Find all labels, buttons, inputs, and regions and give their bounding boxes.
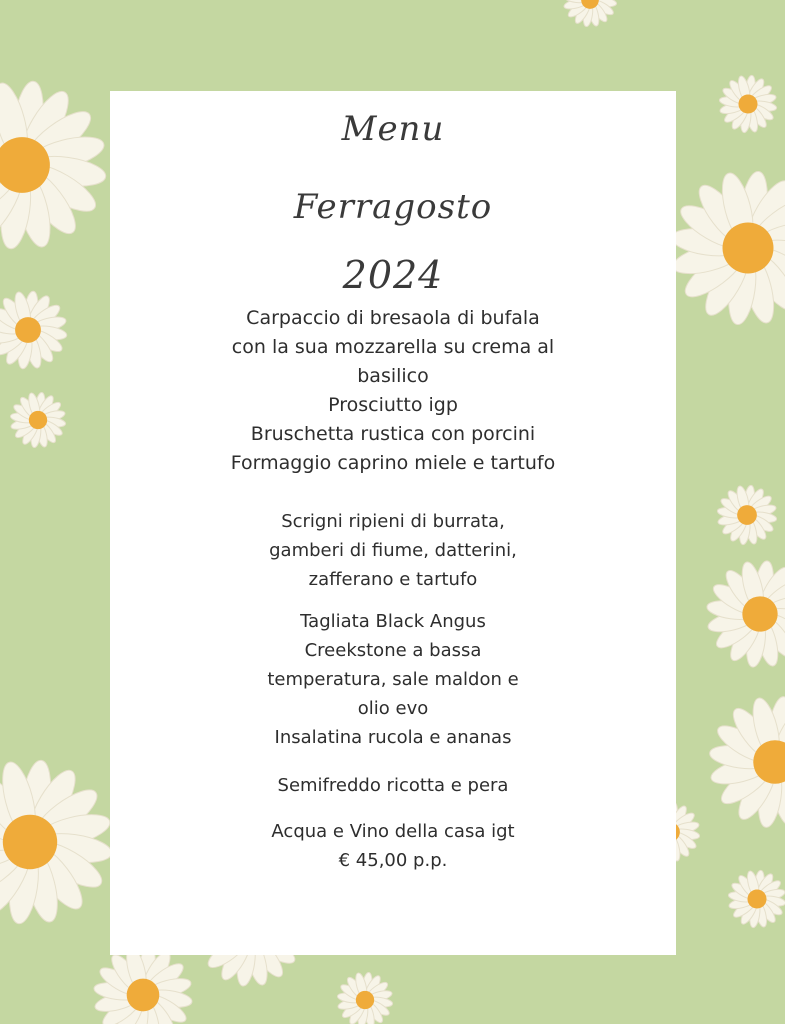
menu-item: Acqua e Vino della casa igt	[271, 821, 515, 842]
daisy-icon	[708, 695, 785, 829]
menu-item: Semifreddo ricotta e pera	[277, 775, 509, 796]
daisy-icon	[717, 485, 778, 546]
menu-item: Bruschetta rustica con porcini	[250, 423, 536, 445]
menu-card	[110, 91, 676, 955]
daisy-icon	[728, 870, 785, 928]
menu-item: olio evo	[357, 698, 429, 719]
primo-section	[110, 507, 676, 594]
menu-title: Menu	[341, 109, 445, 149]
menu-item: Insalatina rucola e ananas	[274, 727, 512, 748]
daisy-icon	[706, 560, 785, 669]
menu-item: Scrigni ripieni di burrata,	[281, 511, 505, 532]
menu-event-name: Ferragosto	[293, 187, 493, 227]
secondo-section	[110, 607, 676, 752]
menu-item: gamberi di fiume, datterini,	[269, 540, 517, 561]
menu-item: Carpaccio di bresaola di bufala	[246, 307, 540, 329]
menu-item: basilico	[357, 365, 429, 387]
daisy-icon	[0, 79, 108, 250]
daisy-icon	[0, 759, 113, 926]
daisy-icon	[670, 170, 785, 327]
menu-price: € 45,00 p.p.	[338, 850, 448, 871]
menu-item: Creekstone a bassa	[304, 640, 482, 661]
menu-item: zafferano e tartufo	[308, 569, 478, 590]
menu-item: Prosciutto igp	[328, 394, 458, 416]
menu-item: con la sua mozzarella su crema al	[231, 336, 555, 358]
bevande-section	[110, 817, 676, 875]
menu-year: 2024	[342, 253, 444, 297]
daisy-icon	[719, 75, 777, 133]
menu-item: temperatura, sale maldon e	[267, 669, 519, 690]
menu-item: Formaggio caprino miele e tartufo	[230, 452, 556, 474]
daisy-icon	[563, 0, 617, 27]
menu-item: Tagliata Black Angus	[300, 611, 486, 632]
daisy-icon	[0, 290, 68, 369]
daisy-icon	[337, 972, 393, 1024]
daisy-icon	[93, 945, 193, 1024]
daisy-icon	[10, 392, 66, 448]
dolce-section	[110, 771, 676, 800]
antipasti-section	[110, 304, 676, 478]
